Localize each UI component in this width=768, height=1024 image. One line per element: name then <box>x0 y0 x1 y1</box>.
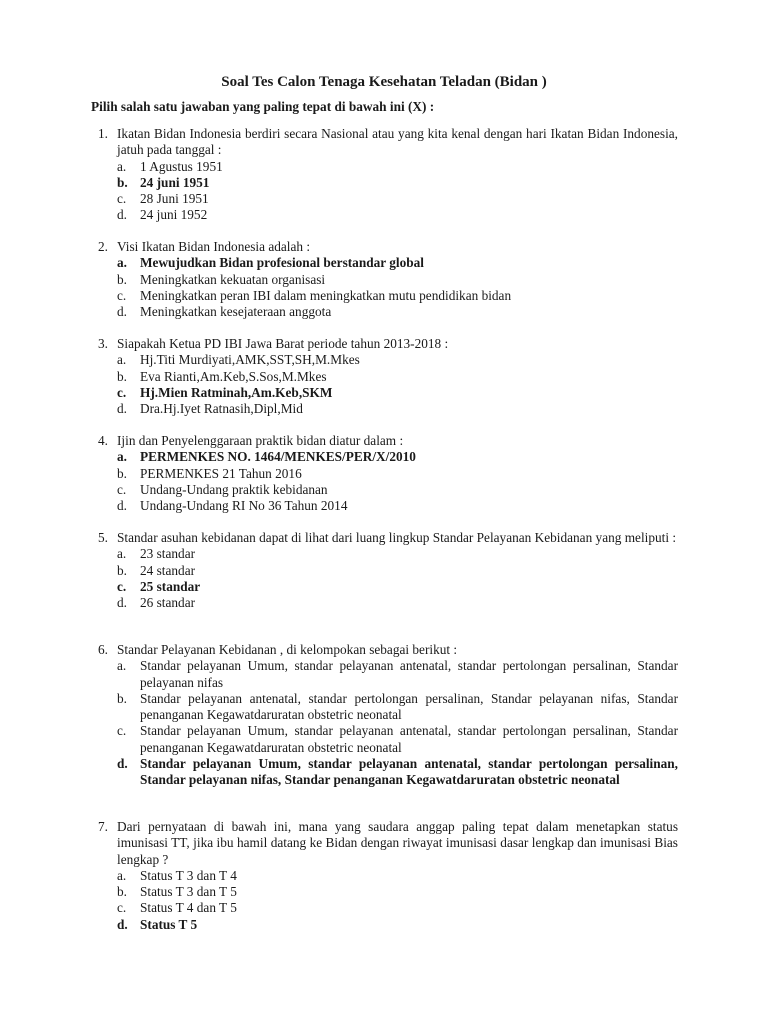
option-letter: d. <box>117 498 127 514</box>
option-letter: c. <box>117 287 127 303</box>
question-text: Siapakah Ketua PD IBI Jawa Barat periode tahun 2013-2018 : <box>117 336 449 351</box>
option-text: 26 standar <box>140 595 196 611</box>
document-title: Soal Tes Calon Tenaga Kesehatan Teladan (Bidan ) <box>221 74 547 90</box>
option-a-answer <box>117 449 678 465</box>
option-letter: d. <box>117 207 127 223</box>
option-b <box>117 466 678 482</box>
option-b <box>117 369 678 385</box>
option-letter: c. <box>117 384 127 400</box>
option-text: Standar pelayanan Umum, standar pelayanan antenatal, standar pertolongan persalinan, Standar pelayanan nifas, Standar penanganan Kegawatdaruratan obstetric neonatal <box>140 756 678 788</box>
option-b-answer <box>117 175 678 191</box>
option-text: Status T 5 <box>140 916 198 932</box>
question-number: 3. <box>98 336 108 351</box>
option-letter: c. <box>117 481 127 497</box>
option-b <box>117 563 678 579</box>
option-b <box>117 272 678 288</box>
option-text: 24 juni 1951 <box>140 174 210 190</box>
option-text: Dra.Hj.Iyet Ratnasih,Dipl,Mid <box>140 401 303 417</box>
option-letter: d. <box>117 304 127 320</box>
option-letter: b. <box>117 368 127 384</box>
question-text: Standar asuhan kebidanan dapat di lihat dari luang lingkup Standar Pelayanan Kebidanan yang meliputi : <box>117 530 677 545</box>
option-letter: b. <box>117 884 127 900</box>
option-a <box>117 546 678 562</box>
option-letter: d. <box>117 756 128 772</box>
option-letter: c. <box>117 578 127 594</box>
option-letter: c. <box>117 723 127 739</box>
question-text: Ijin dan Penyelenggaraan praktik bidan diatur dalam : <box>117 433 404 448</box>
option-text: Hj.Titi Murdiyati,AMK,SST,SH,M.Mkes <box>140 352 360 368</box>
option-text: Meningkatkan kekuatan organisasi <box>140 271 326 287</box>
question-number: 2. <box>98 239 108 254</box>
option-text: 28 Juni 1951 <box>140 191 209 207</box>
option-d <box>117 595 678 611</box>
option-b <box>117 884 678 900</box>
option-text: Mewujudkan Bidan profesional berstandar global <box>140 255 424 271</box>
option-d <box>117 401 678 417</box>
option-a <box>117 352 678 368</box>
option-letter: c. <box>117 900 127 916</box>
question-text: Ikatan Bidan Indonesia berdiri secara Nasional atau yang kita kenal dengan hari Ikatan Bidan Indonesia, jatuh pada tanggal : <box>117 126 678 158</box>
option-letter: a. <box>117 158 127 174</box>
option-text: Standar pelayanan Umum, standar pelayanan antenatal, standar pertolongan persalinan, Standar penanganan Kegawatdaruratan obstetric neonatal <box>140 723 678 755</box>
question-number: 1. <box>98 126 108 141</box>
question-7 <box>98 819 678 933</box>
option-text: Status T 3 dan T 5 <box>140 884 237 900</box>
option-letter: a. <box>117 449 127 465</box>
option-a-answer <box>117 255 678 271</box>
question-6 <box>98 642 678 789</box>
option-letter: a. <box>117 546 127 562</box>
option-letter: d. <box>117 916 128 932</box>
option-b <box>117 691 678 724</box>
option-text: Meningkatkan peran IBI dalam meningkatkan mutu pendidikan bidan <box>140 287 512 303</box>
option-c-answer <box>117 385 678 401</box>
option-text: 25 standar <box>140 578 201 594</box>
option-c <box>117 191 678 207</box>
option-d <box>117 207 678 223</box>
option-d <box>117 304 678 320</box>
option-c <box>117 723 678 756</box>
option-d-answer <box>117 917 678 933</box>
question-number: 4. <box>98 433 108 448</box>
option-letter: d. <box>117 595 127 611</box>
option-text: PERMENKES 21 Tahun 2016 <box>140 465 302 481</box>
option-d-answer <box>117 756 678 789</box>
option-text: Eva Rianti,Am.Keb,S.Sos,M.Mkes <box>140 368 327 384</box>
option-text: Hj.Mien Ratminah,Am.Keb,SKM <box>140 384 333 400</box>
option-c-answer <box>117 579 678 595</box>
option-text: Status T 4 dan T 5 <box>140 900 237 916</box>
option-letter: d. <box>117 401 127 417</box>
option-letter: a. <box>117 867 127 883</box>
option-text: 23 standar <box>140 546 196 562</box>
option-letter: b. <box>117 174 128 190</box>
option-a <box>117 159 678 175</box>
option-c <box>117 482 678 498</box>
instruction-text: Pilih salah satu jawaban yang paling tepat di bawah ini (X) : <box>91 99 435 114</box>
option-text: 24 standar <box>140 562 196 578</box>
option-text: Undang-Undang RI No 36 Tahun 2014 <box>140 498 348 514</box>
option-text: 1 Agustus 1951 <box>140 158 223 174</box>
question-4 <box>98 433 678 514</box>
option-text: Standar pelayanan Umum, standar pelayanan antenatal, standar pertolongan persalinan, Standar pelayanan nifas <box>140 658 678 690</box>
option-letter: b. <box>117 562 127 578</box>
option-letter: b. <box>117 271 127 287</box>
question-1 <box>98 126 678 224</box>
question-text: Visi Ikatan Bidan Indonesia adalah : <box>117 239 311 254</box>
question-2 <box>98 239 678 320</box>
question-5 <box>98 530 678 611</box>
option-d <box>117 498 678 514</box>
option-letter: b. <box>117 465 127 481</box>
option-text: Undang-Undang praktik kebidanan <box>140 481 328 497</box>
option-c <box>117 288 678 304</box>
option-c <box>117 900 678 916</box>
option-a <box>117 658 678 691</box>
question-text: Dari pernyataan di bawah ini, mana yang saudara anggap paling tepat dalam menetapkan status imunisasi TT, jika ibu hamil datang ke Bidan dengan riwayat imunisasi dasar lengkap dan imunisasi Bias lengkap ? <box>117 819 678 867</box>
question-number: 5. <box>98 530 108 545</box>
option-text: Standar pelayanan antenatal, standar pertolongan persalinan, Standar pelayanan nifas, Standar penanganan Kegawatdaruratan obstetric neonatal <box>140 690 678 723</box>
option-text: Status T 3 dan T 4 <box>140 867 237 883</box>
option-letter: a. <box>117 352 127 368</box>
option-text: Meningkatkan kesejateraan anggota <box>140 304 332 320</box>
option-text: 24 juni 1952 <box>140 207 208 223</box>
option-letter: a. <box>117 255 127 271</box>
question-3 <box>98 336 678 417</box>
option-a <box>117 868 678 884</box>
option-letter: c. <box>117 191 127 207</box>
option-letter: a. <box>117 658 127 674</box>
question-text: Standar Pelayanan Kebidanan , di kelompokan sebagai berikut : <box>117 642 458 657</box>
question-number: 7. <box>98 819 108 834</box>
question-number: 6. <box>98 642 108 657</box>
option-text: PERMENKES NO. 1464/MENKES/PER/X/2010 <box>140 449 416 465</box>
option-letter: b. <box>117 690 127 706</box>
